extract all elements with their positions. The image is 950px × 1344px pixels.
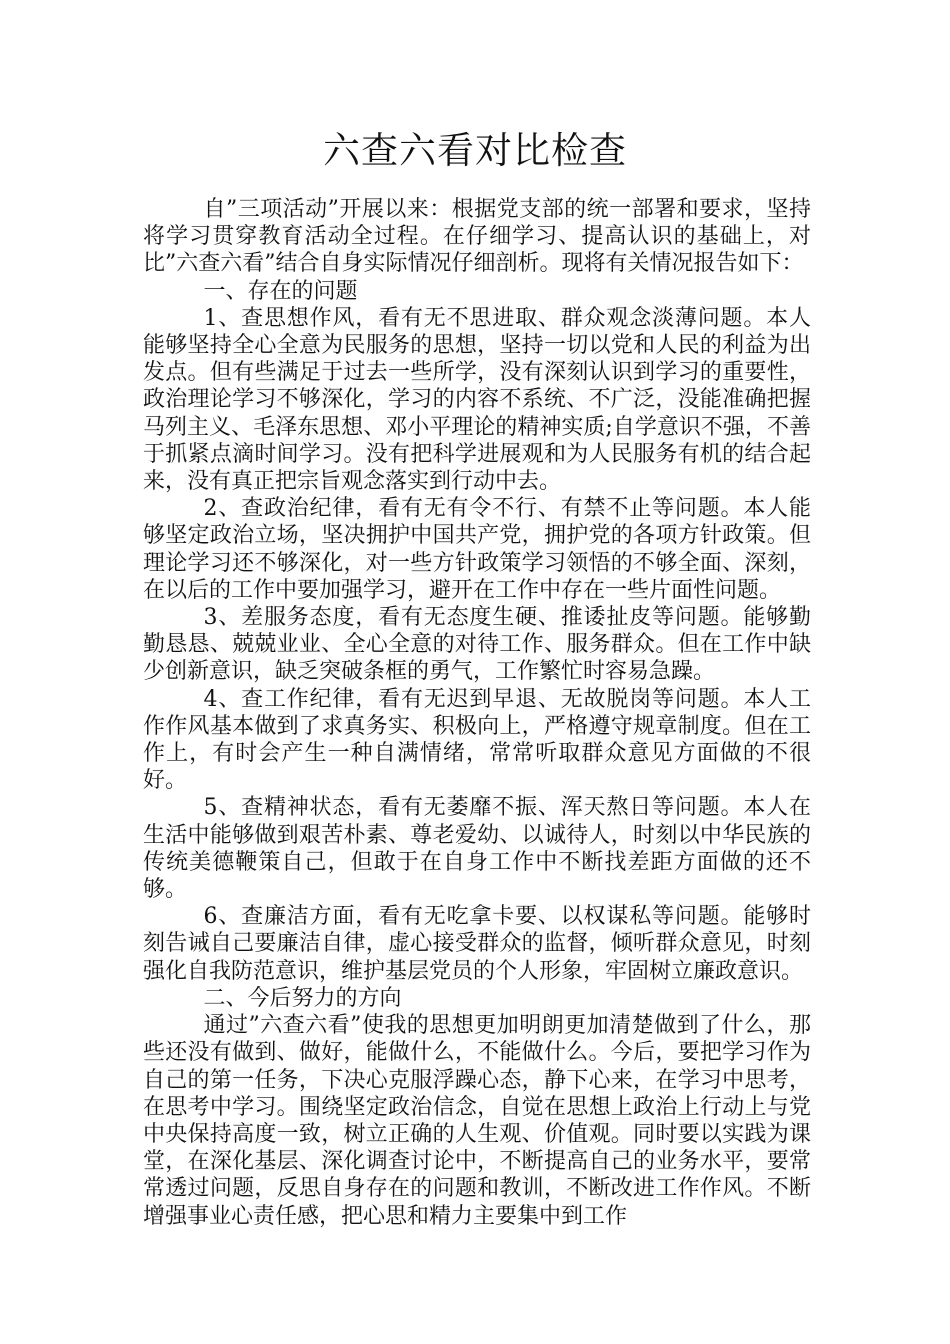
problem-item-3: 3、差服务态度，看有无态度生硬、推诿扯皮等问题。能够勤勤恳恳、兢兢业业、全心全意的对待工作、服务群众。但在工作中缺少创新意识，缺乏突破条框的勇气，工作繁忙时容易急躁。 — [143, 605, 811, 685]
problem-item-5: 5、查精神状态，看有无萎靡不振、浑天熬日等问题。本人在生活中能够做到艰苦朴素、尊老爱幼、以诚待人，时刻以中华民族的传统美德鞭策自己，但敢于在自身工作中不断找差距方面做的还不够。 — [143, 795, 811, 903]
section-heading-problems: 一、存在的问题 — [203, 278, 358, 304]
problem-item-2: 2、查政治纪律，看有无有令不行、有禁不止等问题。本人能够坚定政治立场，坚决拥护中国共产党，拥护党的各项方针政策。但理论学习还不够深化，对一些方针政策学习领悟的不够全面、深刻，在以后的工作中要加强学习，避开在工作中存在一些片面性问题。 — [143, 496, 811, 603]
document-body — [143, 196, 811, 1230]
document-title: 六查六看对比检查 — [323, 129, 627, 172]
problem-item-4: 4、查工作纪律，看有无迟到早退、无故脱岗等问题。本人工作作风基本做到了求真务实、积极向上，严格遵守规章制度。但在工作上，有时会产生一种自满情绪，常常听取群众意见方面做的不很好。 — [143, 686, 811, 794]
problem-item-1: 1、查思想作风，看有无不思进取、群众观念淡薄问题。本人能够坚持全心全意为民服务的思想，坚持一切以党和人民的利益为出发点。但有些满足于过去一些所学，没有深刻认识到学习的重要性，政治理论学习不够深化，学习的内容不系统、不广泛，没能准确把握马列主义、毛泽东思想、邓小平理论的精神实质;自学意识不强，不善于抓紧点滴时间学习。没有把科学进展观和为人民服务有机的结合起来，没有真正把宗旨观念落实到行动中去。 — [143, 305, 811, 495]
problem-item-6: 6、查廉洁方面，看有无吃拿卡要、以权谋私等问题。能够时刻告诫自己要廉洁自律，虚心接受群众的监督，倾听群众意见，时刻强化自我防范意识，维护基层党员的个人形象，牢固树立廉政意识。 — [143, 904, 811, 984]
section-heading-direction: 二、今后努力的方向 — [203, 985, 402, 1011]
intro-paragraph: 自”三项活动”开展以来：根据党支部的统一部署和要求，坚持将学习贯穿教育活动全过程。在仔细学习、提高认识的基础上，对比”六查六看”结合自身实际情况仔细剖析。现将有关情况报告如下： — [143, 197, 811, 277]
direction-paragraph: 通过”六查六看”使我的思想更加明朗更加清楚做到了什么，那些还没有做到、做好，能做什么，不能做什么。今后，要把学习作为自己的第一任务，下决心克服浮躁心态，静下心来，在学习中思考，在思考中学习。围绕坚定政治信念，自觉在思想上政治上行动上与党中央保持高度一致，树立正确的人生观、价值观。同时要以实践为课堂，在深化基层、深化调查讨论中，不断提高自己的业务水平，要常常透过问题，反思自身存在的问题和教训，不断改进工作作风。不断增强事业心责任感，把心思和精力主要集中到工作 — [143, 1013, 811, 1229]
